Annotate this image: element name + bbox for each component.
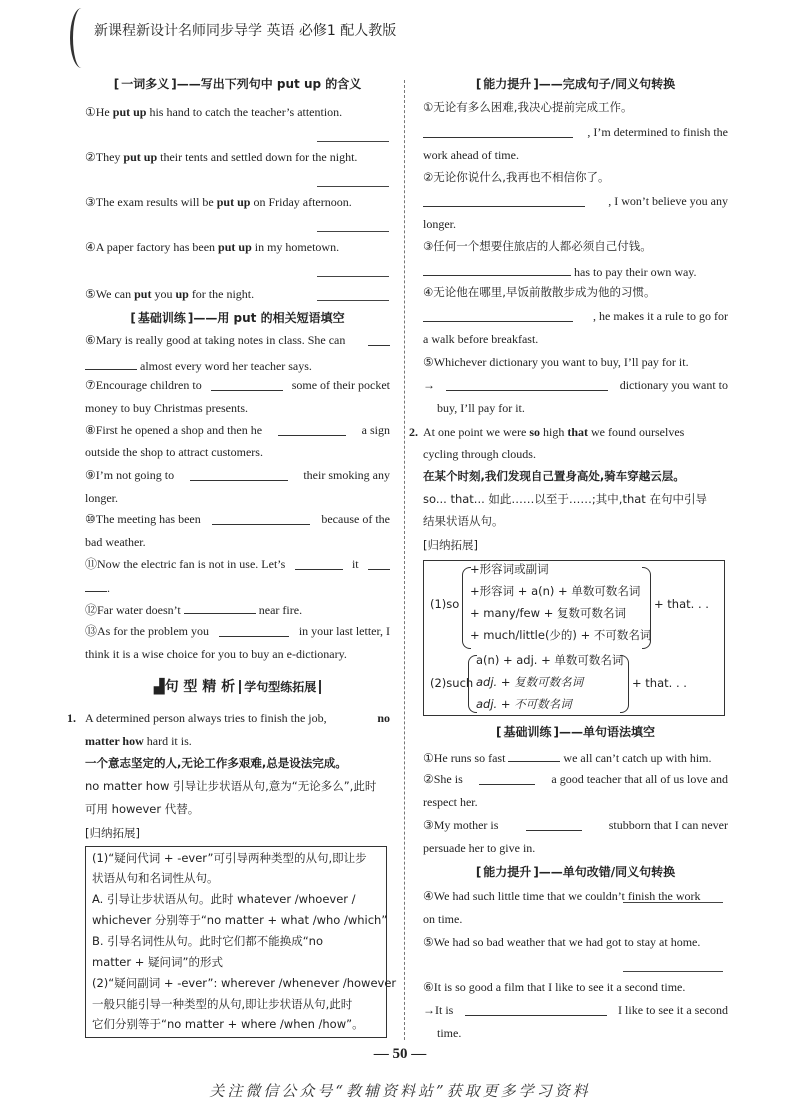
- summary-tag: [归纳拓展]: [423, 538, 478, 552]
- item-1: ①He put up his hand to catch the teacher’s attention.: [85, 105, 343, 119]
- answer-line[interactable]: [317, 276, 389, 277]
- blank[interactable]: [85, 358, 137, 370]
- blank[interactable]: [278, 424, 346, 436]
- blank[interactable]: [219, 625, 289, 637]
- blank[interactable]: [85, 580, 107, 592]
- column-divider: [404, 80, 405, 1040]
- page-header: [70, 8, 730, 68]
- blank[interactable]: [423, 310, 573, 322]
- exercise-11: ⑪Now the electric fan is not in use. Let’s it: [85, 558, 390, 570]
- summary-tag: [归纳拓展]: [85, 826, 140, 840]
- exercise-9: ⑨I’m not going to their smoking any: [85, 468, 390, 482]
- blank[interactable]: [211, 379, 283, 391]
- sentence-2: At one point we were so high that we found ourselves: [423, 425, 685, 439]
- blank[interactable]: [465, 1004, 607, 1016]
- section-label: 一词多义: [121, 77, 170, 91]
- blank[interactable]: [423, 126, 573, 138]
- sentence-1: A determined person always tries to finish the job, no: [85, 711, 390, 725]
- header-arc-decoration: [70, 8, 93, 68]
- item-4: ④A paper factory has been put up in my hometown.: [85, 240, 340, 254]
- section-jichuxunlian: [ 基础训练 ]——用 put 的相关短语填空: [130, 311, 345, 325]
- section-jichu-2: [ 基础训练 ]——单句语法填空: [496, 725, 655, 739]
- page-number: — 50 —: [373, 1046, 427, 1062]
- blank[interactable]: [368, 334, 390, 346]
- blank[interactable]: [368, 558, 390, 570]
- exercise-7: ⑦Encourage children to some of their pocket: [85, 378, 390, 392]
- section-nengli-1: [ 能力提升 ]——完成句子/同义句转换: [475, 77, 676, 91]
- item-2: ②They put up their tents and settled down for the night.: [85, 150, 358, 164]
- answer-line[interactable]: [317, 141, 389, 142]
- exercise-13: ⑬As for the problem you in your last letter, I: [85, 624, 390, 638]
- blank[interactable]: [212, 513, 310, 525]
- section-nengli-2: [ 能力提升 ]——单句改错/同义句转换: [475, 865, 676, 879]
- section-yiciduoyi: [ 一词多义 ]——写出下列句中 put up 的含义: [113, 77, 362, 91]
- answer-line[interactable]: [317, 300, 389, 301]
- exercise-8: ⑧First he opened a shop and then he a sign: [85, 423, 390, 437]
- blank[interactable]: [184, 602, 256, 614]
- sentence-pattern-title: ▟句 型 精 析 学句型练拓展: [85, 680, 390, 694]
- blank[interactable]: [295, 558, 343, 570]
- blank[interactable]: [446, 379, 608, 391]
- answer-line[interactable]: [317, 186, 389, 187]
- answer-line[interactable]: [623, 971, 723, 972]
- blank[interactable]: [508, 750, 560, 762]
- exercise-6: ⑥Mary is really good at taking notes in class. She can: [85, 334, 390, 346]
- answer-line[interactable]: [317, 231, 389, 232]
- footer-note: 关注微信公众号“教辅资料站”获取更多学习资料: [209, 1082, 591, 1100]
- blank[interactable]: [190, 469, 288, 481]
- bookmark-icon: ▟: [153, 679, 165, 695]
- blank[interactable]: [526, 819, 582, 831]
- blank[interactable]: [423, 264, 571, 276]
- item-5: ⑤We can put you up for the night.: [85, 287, 255, 301]
- exercise-10: ⑩The meeting has been because of the: [85, 512, 390, 526]
- item-3: ③The exam results will be put up on Friday afternoon.: [85, 195, 352, 209]
- answer-line[interactable]: [623, 902, 723, 903]
- exercise-12: ⑫Far water doesn’t near fire.: [85, 603, 303, 617]
- so-such-box: (1)so +形容词或副词 +形容词 + a(n) + 单数可数名词 + many/few + 复数可数名词 + much/little(少的) + 不可数名词 + that. . . (2)such a(n) + adj. + 单数可数名词 adj. + 复数可数名词 adj. + 不可数名词 + that. . .: [423, 560, 725, 716]
- header-title: 新课程新设计名师同步导学 英语 必修1 配人教版: [94, 23, 397, 39]
- section-desc: ——写出下列句中 put up 的含义: [176, 77, 362, 91]
- blank[interactable]: [423, 195, 585, 207]
- summary-box: (1)“疑问代词 + -ever”可引导两种类型的从句,即让步 状语从句和名词性从句。 A. 引导让步状语从句。此时 whatever /whoever / whichever 分别等于“no matter + what /who /which” B. 引导名词性从句。此时它们都不能换成“no matter + 疑问词”的形式 (2)“疑问副词 + -ever”: wherever /whenever /however 一般只能引导一种类型的从句,即让步状语从句,此时 它们分别等于“no matter + where /when /how”。: [85, 846, 387, 1038]
- blank[interactable]: [479, 773, 535, 785]
